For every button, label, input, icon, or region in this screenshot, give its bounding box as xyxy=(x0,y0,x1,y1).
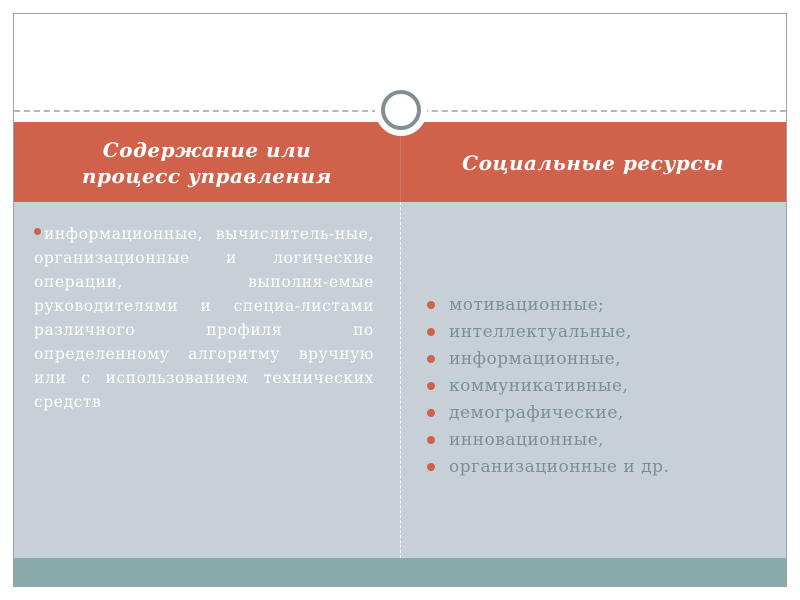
bullet-icon xyxy=(427,328,435,336)
header-cell-social-resources xyxy=(400,122,786,204)
bullet-icon xyxy=(427,382,435,390)
bullet-icon xyxy=(427,463,435,471)
list-item-label: мотивационные; xyxy=(449,295,605,315)
social-resources-list xyxy=(424,292,774,481)
bullet-icon xyxy=(427,355,435,363)
header-right-label: Социальные ресурсы xyxy=(462,151,724,175)
circle-ring-icon xyxy=(381,90,421,130)
list-item-label: коммуникативные, xyxy=(449,376,629,396)
bullet-icon xyxy=(427,409,435,417)
header-left-label: Содержание или процесс управления xyxy=(82,138,332,188)
slide xyxy=(13,13,787,587)
left-cell-paragraph: информационные, вычислитель-ные, организационные и логические операции, выполня-емые руководителями и специа-листами различного профиля по определенному алгоритму вручную или с использованием технических средств xyxy=(34,225,374,411)
list-item-label: информационные, xyxy=(449,349,622,369)
list-item xyxy=(424,319,774,346)
list-item xyxy=(424,373,774,400)
header-cell-content-process xyxy=(14,122,400,204)
bullet-icon xyxy=(34,228,41,235)
list-item xyxy=(424,454,774,481)
list-item-label: интеллектуальные, xyxy=(449,322,632,342)
left-cell-text xyxy=(34,222,374,414)
list-item xyxy=(424,400,774,427)
bullet-icon xyxy=(427,436,435,444)
list-item xyxy=(424,427,774,454)
list-item-label: демографические, xyxy=(449,403,624,423)
list-item xyxy=(424,292,774,319)
column-divider xyxy=(400,202,401,558)
list-item-label: инновационные, xyxy=(449,430,605,450)
list-item-label: организационные и др. xyxy=(449,457,670,477)
list-item xyxy=(424,346,774,373)
bullet-icon xyxy=(427,301,435,309)
footer-band xyxy=(14,558,786,586)
